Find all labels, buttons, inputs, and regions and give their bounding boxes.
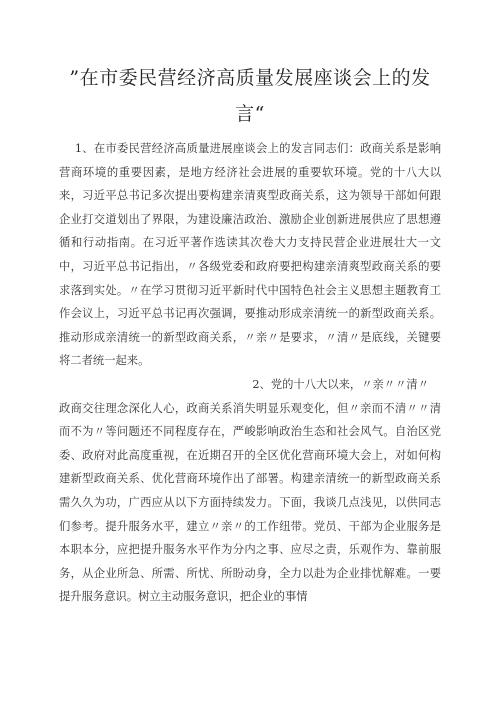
paragraph-2-lead: 2、党的十八大以来，〃亲〃〃清〃 xyxy=(252,377,429,391)
paragraph-2-body: 政商交往理念深化人心，政商关系消失明显乐观变化，但〃亲而不清〃〃清而不为〃等问题还不同程度存在，严峻影响政治生态和社会风气。自治区党委、政府对此高度重视，在近期召开的全区优化营商环境大会上，对如何构建新型政商关系、优化营商环境作出了部署。构建亲清统一的新型政商关系需久久为功，广西应从以下方面持续发力。下面，我谈几点浅见，以供同志们参考。提升服务水平，建立〃亲〃的工作纽带。党员、干部为企业服务是本职本分，应把提升服务水平作为分内之事、应尽之责，乐观作为、靠前服务，从企业所急、所需、所忧、所盼动身，全力以赴为企业排忧解难。一要提升服务意识。树立主动服务意识，把企业的事情 xyxy=(59,401,441,604)
title-line-2: 言“ xyxy=(235,103,265,125)
paragraph-1: 1、在市委民营经济高质量进展座谈会上的发言同志们：政商关系是影响营商环境的重要因素，是地方经济社会进展的重要软环境。党的十八大以来，习近平总书记多次提出要构建亲清爽型政商关系，这为领导干部如何跟企业打交道划出了界限，为建设廉洁政治、激励企业创新进展供应了思想遵循和行动指南。在习近平著作选读其次卷大力支持民营企业进展壮大一文中，习近平总书记指出，〃各级党委和政府要把构建亲清爽型政商关系的要求落到实处。〃在学习贯彻习近平新时代中国特色社会主义思想主题教育工作会议上，习近平总书记再次强调，要推动形成亲清统一的新型政商关系。推动形成亲清统一的新型政商关系，〃亲〃是要求，〃清〃是底线，关键要将二者统一起来。 xyxy=(59,142,441,368)
document-title xyxy=(60,60,440,132)
document-body xyxy=(59,137,441,609)
title-line-1: ”在市委民营经济高质量发展座谈会上的发 xyxy=(69,67,431,89)
